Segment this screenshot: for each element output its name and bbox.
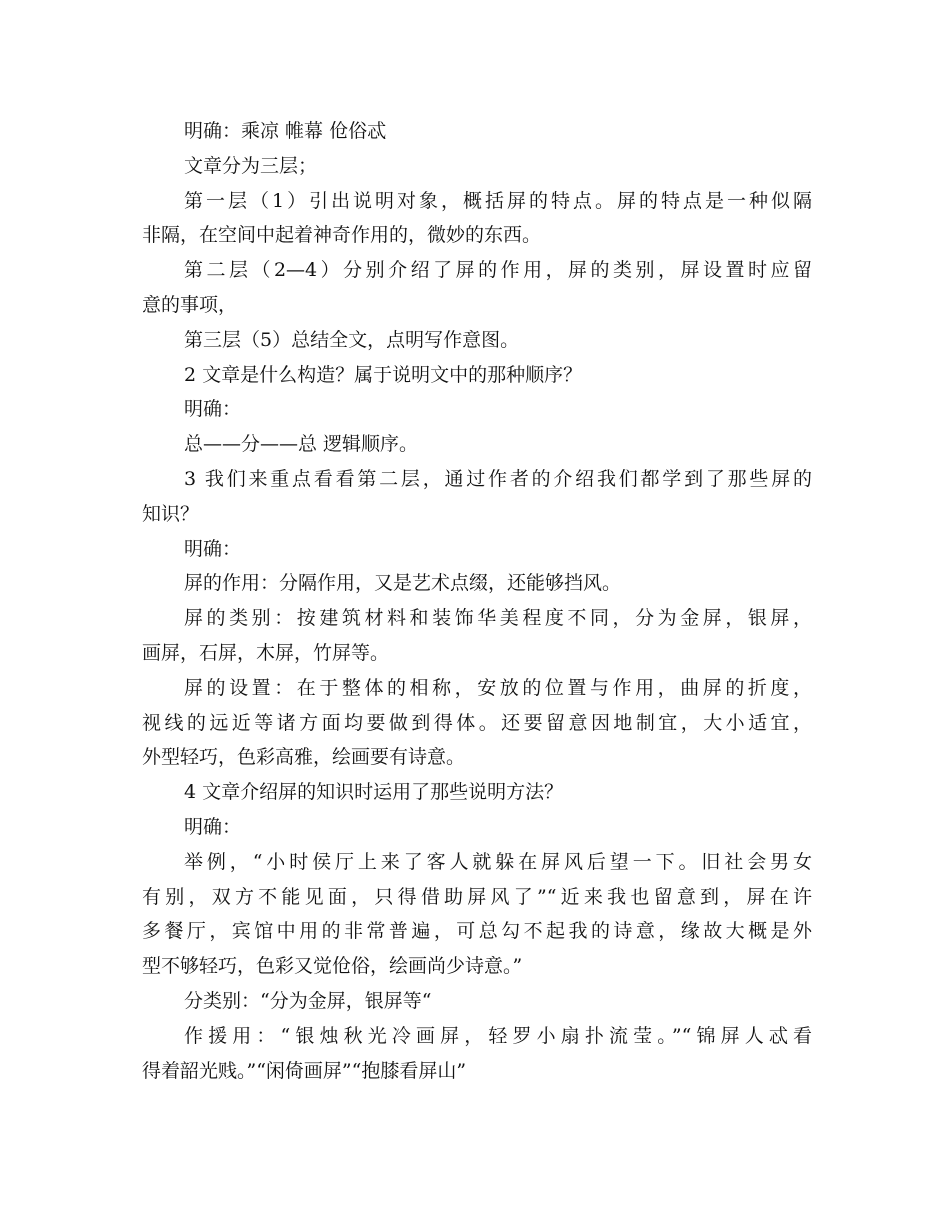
paragraph-line: 屏的作用：分隔作用，又是艺术点缀，还能够挡风。 [184, 572, 622, 595]
question-line: 4 文章介绍屏的知识时运用了那些说明方法？ [184, 781, 564, 804]
answer-label: 明确： [184, 537, 242, 560]
paragraph-line: 有别，双方不能见面，只得借助屏风了”“近来我也留意到，屏在许 [142, 885, 812, 908]
paragraph-line: 分类别：“分为金屏，银屏等“ [184, 989, 432, 1012]
paragraph-line: 屏的设置：在于整体的相称，安放的位置与作用，曲屏的折度， [184, 676, 812, 699]
paragraph-line: 总——分——总 逻辑顺序。 [184, 433, 419, 456]
paragraph-line: 意的事项， [142, 293, 238, 316]
paragraph-line: 非隔，在空间中起着神奇作用的，微妙的东西。 [142, 224, 542, 247]
paragraph-line: 视线的远近等诸方面均要做到得体。还要留意因地制宜，大小适宜， [142, 711, 812, 734]
paragraph-line: 外型轻巧，色彩高雅，绘画要有诗意。 [142, 746, 466, 769]
paragraph-line: 明确：乘凉 帷幕 伧俗忒 [184, 120, 387, 142]
question-line: 2 文章是什么构造？属于说明文中的那种顺序？ [184, 363, 583, 386]
paragraph-line: 多餐厅，宾馆中用的非常普遍，可总勾不起我的诗意，缘故大概是外 [142, 920, 812, 943]
paragraph-line: 文章分为三层； [184, 154, 318, 177]
question-line: 3 我们来重点看看第二层，通过作者的介绍我们都学到了那些屏的 [184, 467, 812, 490]
paragraph-line: 第三层（5）总结全文，点明写作意图。 [184, 328, 520, 351]
paragraph-line: 第一层（1）引出说明对象，概括屏的特点。屏的特点是一种似隔 [184, 189, 812, 212]
paragraph-line: 型不够轻巧，色彩又觉伧俗，绘画尚少诗意。” [142, 955, 523, 978]
answer-label: 明确： [184, 398, 242, 421]
question-line: 知识？ [142, 502, 200, 525]
paragraph-line: 举例，“小时侯厅上来了客人就躲在屏风后望一下。旧社会男女 [184, 850, 812, 873]
document-page [142, 114, 812, 1088]
paragraph-line: 画屏，石屏，木屏，竹屏等。 [142, 641, 390, 664]
paragraph-line: 屏的类别：按建筑材料和装饰华美程度不同，分为金屏，银屏， [184, 607, 812, 630]
answer-label: 明确： [184, 815, 242, 838]
paragraph-line: 作援用：“银烛秋光冷画屏，轻罗小扇扑流莹。”“锦屏人忒看 [184, 1024, 812, 1047]
paragraph-line: 得着韶光贱。”“闲倚画屏”“抱膝看屏山” [142, 1059, 467, 1082]
paragraph-line: 第二层（2—4）分别介绍了屏的作用，屏的类别，屏设置时应留 [184, 259, 812, 282]
